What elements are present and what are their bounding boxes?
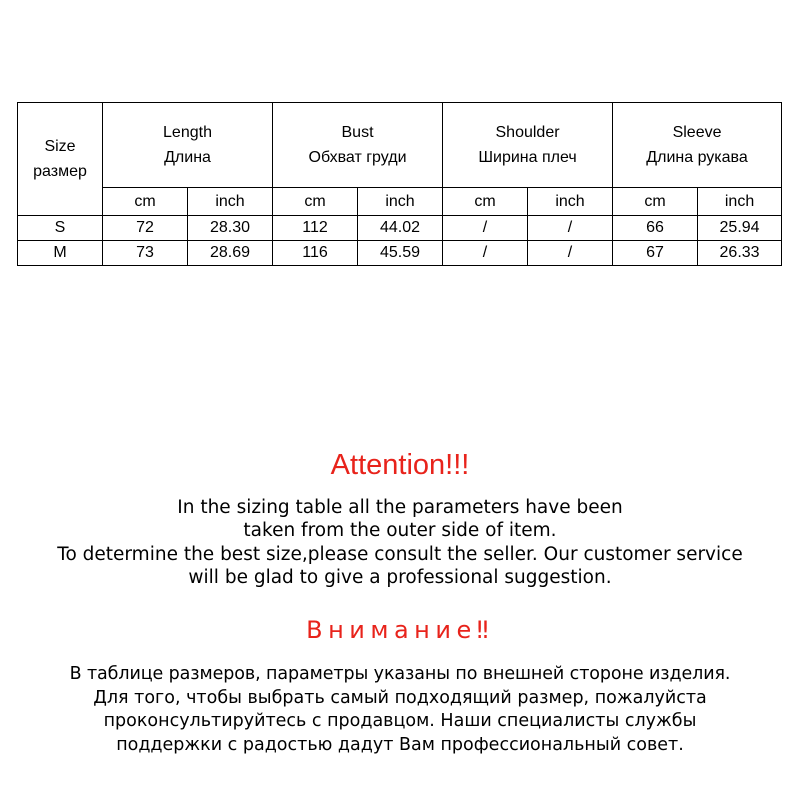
- shoulder-header: [443, 103, 613, 188]
- value-cell: 28.69: [188, 241, 273, 266]
- bust-label-ru: Обхват груди: [308, 149, 407, 166]
- vnimanie-line: В таблице размеров, параметры указаны по внешней стороне изделия.: [69, 664, 731, 684]
- unit-cell: inch: [528, 188, 613, 216]
- bust-label-en: Bust: [341, 124, 374, 141]
- size-header-en: Size: [44, 138, 76, 155]
- value-cell: 72: [103, 216, 188, 241]
- vnimanie-text: [0, 663, 800, 757]
- vnimanie-title: Внимание‼: [306, 616, 494, 644]
- value-cell: 44.02: [358, 216, 443, 241]
- value-cell: 67: [613, 241, 698, 266]
- unit-cell: cm: [273, 188, 358, 216]
- value-cell: 28.30: [188, 216, 273, 241]
- size-cell: M: [18, 241, 103, 266]
- value-cell: 73: [103, 241, 188, 266]
- unit-row: [18, 188, 782, 216]
- bust-header: [273, 103, 443, 188]
- value-cell: 66: [613, 216, 698, 241]
- sleeve-header: [613, 103, 782, 188]
- size-header-cell: [18, 103, 103, 216]
- unit-cell: cm: [443, 188, 528, 216]
- attention-line: taken from the outer side of item.: [243, 519, 557, 541]
- value-cell: 25.94: [698, 216, 782, 241]
- value-cell: /: [443, 241, 528, 266]
- attention-line: To determine the best size,please consult the seller. Our customer service: [57, 544, 743, 565]
- length-label-ru: Длина: [164, 149, 211, 166]
- value-cell: /: [528, 241, 613, 266]
- sleeve-label-en: Sleeve: [672, 124, 722, 141]
- unit-cell: inch: [698, 188, 782, 216]
- length-header: [103, 103, 273, 188]
- value-cell: 26.33: [698, 241, 782, 266]
- unit-cell: cm: [613, 188, 698, 216]
- vnimanie-line: Для того, чтобы выбрать самый подходящий размер, пожалуйста: [93, 687, 707, 708]
- value-cell: /: [443, 216, 528, 241]
- shoulder-label-en: Shoulder: [495, 124, 560, 141]
- unit-cell: inch: [358, 188, 443, 216]
- attention-text: [0, 497, 800, 589]
- unit-cell: cm: [103, 188, 188, 216]
- unit-cell: inch: [188, 188, 273, 216]
- length-label-en: Length: [163, 124, 212, 141]
- header-row: [18, 103, 782, 188]
- sleeve-label-ru: Длина рукава: [646, 149, 748, 166]
- vnimanie-line: поддержки с радостью дадут Вам профессиональный совет.: [116, 734, 684, 755]
- attention-title: Attention!!!: [330, 449, 470, 481]
- value-cell: /: [528, 216, 613, 241]
- attention-line: will be glad to give a professional suggestion.: [188, 566, 612, 588]
- size-table: [17, 102, 782, 266]
- table-row: [18, 241, 782, 266]
- value-cell: 45.59: [358, 241, 443, 266]
- attention-line: In the sizing table all the parameters have been: [177, 497, 623, 518]
- shoulder-label-ru: Ширина плеч: [478, 149, 577, 166]
- table-row: [18, 216, 782, 241]
- value-cell: 112: [273, 216, 358, 241]
- value-cell: 116: [273, 241, 358, 266]
- vnimanie-line: проконсультируйтесь с продавцом. Наши специалисты службы: [103, 711, 697, 731]
- size-header-ru: размер: [33, 163, 87, 180]
- size-cell: S: [18, 216, 103, 241]
